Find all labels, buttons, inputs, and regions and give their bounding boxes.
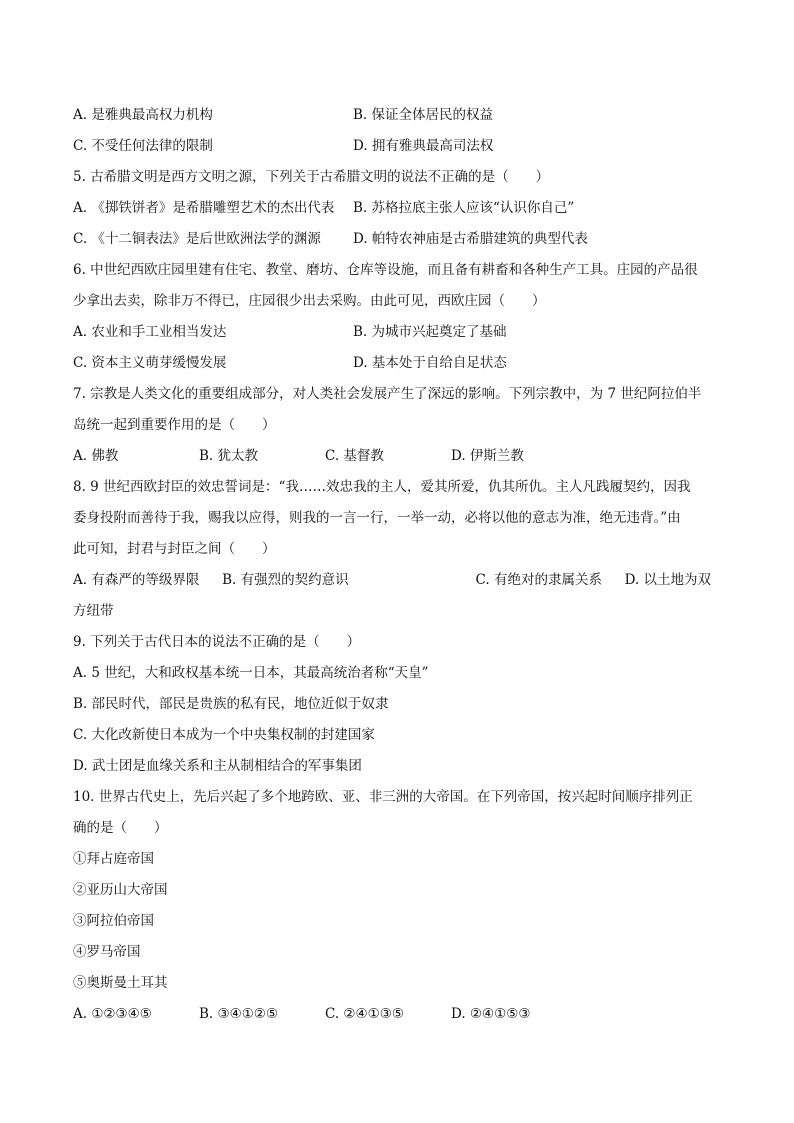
q8-stem-line-1: 8. 9 世纪西欧封臣的效忠誓词是：“我……效忠我的主人，爱其所爱，仇其所仇。主人凡践履契约，因我 (73, 479, 691, 495)
q7-option-a: A. 佛教 (73, 448, 119, 464)
q9-option-d: D. 武士团是血缘关系和主从制相结合的军事集团 (73, 758, 362, 774)
q6-option-b: B. 为城市兴起奠定了基础 (353, 324, 507, 340)
q4-options-row-2 (73, 131, 724, 162)
q6-stem-line-1: 6. 中世纪西欧庄园里建有住宅、教堂、磨坊、仓库等设施，而且备有耕畜和各种生产工具。庄园的产品很 (73, 262, 698, 278)
q10-stem-line-1: 10. 世界古代史上，先后兴起了多个地跨欧、亚、非三洲的大帝国。在下列帝国，按兴起时间顺序排列正 (73, 789, 693, 805)
q5-options-row-2 (73, 224, 724, 255)
q9-stem: 9. 下列关于古代日本的说法不正确的是（ ） (73, 634, 361, 650)
q8-option-b: B. 有强烈的契约意识 (222, 572, 349, 588)
q8-option-c: C. 有绝对的隶属关系 (475, 572, 602, 588)
q7-option-c: C. 基督教 (325, 448, 384, 464)
q5-option-b: B. 苏格拉底主张人应该“认识你自己” (353, 200, 575, 216)
q5-option-c: C. 《十二铜表法》是后世欧洲法学的渊源 (73, 231, 321, 247)
q4-option-c: C. 不受任何法律的限制 (73, 138, 213, 154)
q10-options-row (73, 999, 724, 1030)
q5-option-a: A. 《掷铁饼者》是希腊雕塑艺术的杰出代表 (73, 200, 335, 216)
q9-option-a: A. 5 世纪，大和政权基本统一日本，其最高统治者称“天皇” (73, 665, 429, 681)
q10-item-4: ④罗马帝国 (73, 944, 141, 960)
q10-option-c: C. ②④①③⑤ (325, 1006, 404, 1022)
q6-option-d: D. 基本处于自给自足状态 (353, 355, 507, 371)
q8-options-row (73, 565, 724, 596)
q10-item-5: ⑤奥斯曼土耳其 (73, 975, 168, 991)
q8-option-d-continued: 方纽带 (73, 603, 114, 619)
q10-item-1: ①拜占庭帝国 (73, 851, 154, 867)
q9-option-b: B. 部民时代，部民是贵族的私有民，地位近似于奴隶 (73, 696, 389, 712)
q8-option-a: A. 有森严的等级界限 (73, 572, 200, 588)
q8-stem-line-3: 此可知，封君与封臣之间（ ） (73, 541, 276, 557)
q7-option-d: D. 伊斯兰教 (451, 448, 524, 464)
q7-stem-line-2: 岛统一起到重要作用的是（ ） (73, 417, 276, 433)
q6-option-a: A. 农业和手工业相当发达 (73, 324, 227, 340)
q10-option-a: A. ①②③④⑤ (73, 1006, 152, 1022)
q9-option-c: C. 大化改新使日本成为一个中央集权制的封建国家 (73, 727, 375, 743)
q10-option-d: D. ②④①⑤③ (451, 1006, 531, 1022)
q7-options-row (73, 441, 724, 472)
q4-option-d: D. 拥有雅典最高司法权 (353, 138, 494, 154)
q10-stem-line-2: 确的是（ ） (73, 820, 168, 836)
q5-option-d: D. 帕特农神庙是古希腊建筑的典型代表 (353, 231, 588, 247)
q10-item-3: ③阿拉伯帝国 (73, 913, 154, 929)
q10-option-b: B. ③④①②⑤ (199, 1006, 279, 1022)
q6-option-c: C. 资本主义萌芽缓慢发展 (73, 355, 227, 371)
q6-stem-line-2: 少拿出去卖，除非万不得已，庄园很少出去采购。由此可见，西欧庄园（ ） (73, 293, 546, 309)
q6-options-row-2 (73, 348, 724, 379)
q8-stem-line-2: 委身投附而善待于我，赐我以应得，则我的一言一行，一举一动，必将以他的意志为准，绝无违背。”由 (73, 510, 681, 526)
q8-option-d: D. 以土地为双 (624, 572, 712, 588)
q4-options-row-1 (73, 100, 724, 131)
q5-stem: 5. 古希腊文明是西方文明之源，下列关于古希腊文明的说法不正确的是（ ） (73, 169, 550, 185)
q7-option-b: B. 犹太教 (199, 448, 259, 464)
q5-options-row-1 (73, 193, 724, 224)
q7-stem-line-1: 7. 宗教是人类文化的重要组成部分，对人类社会发展产生了深远的影响。下列宗教中，为 7 世纪阿拉伯半 (73, 386, 702, 402)
q6-options-row-1 (73, 317, 724, 348)
q4-option-b: B. 保证全体居民的权益 (353, 107, 494, 123)
q4-option-a: A. 是雅典最高权力机构 (73, 107, 213, 123)
q10-item-2: ②亚历山大帝国 (73, 882, 168, 898)
